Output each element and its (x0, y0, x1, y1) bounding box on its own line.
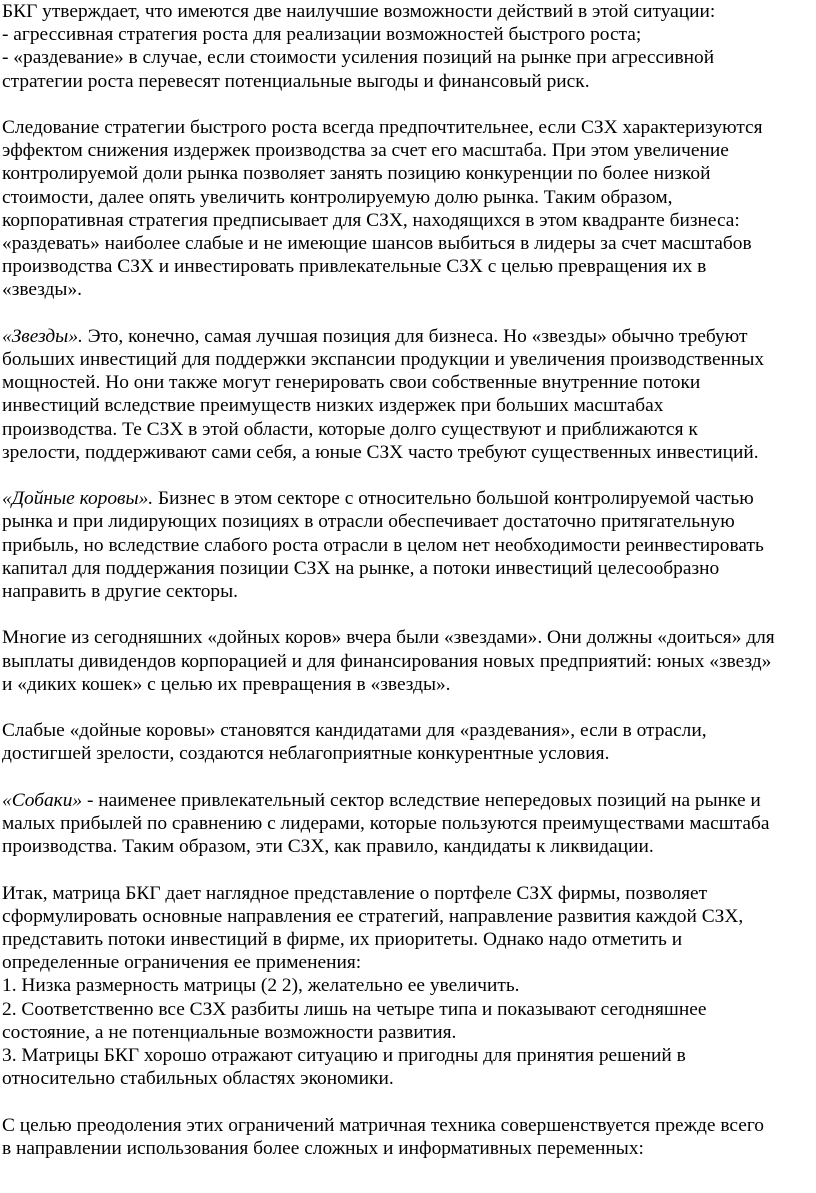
text-line (2, 487, 814, 510)
text-fragment: Бизнес в этом секторе с относительно большой контролируемой частью (153, 488, 754, 510)
text-line: «раздевать» наиболее слабые и не имеющие шансов выбиться в лидеры за счет масштабов (2, 233, 752, 255)
text-line: стоимости, далее опять увеличить контролируемую долю рынка. Таким образом, (2, 186, 673, 208)
text-line: контролируемой доли рынка позволяет занять позицию конкуренции по более низкой (2, 163, 711, 185)
paragraph-overcoming-limits (2, 1114, 814, 1160)
text-line (2, 789, 814, 812)
text-line: относительно стабильных областях экономики. (2, 1068, 394, 1090)
text-line: Следование стратегии быстрого роста всегда предпочтительнее, если СЗХ характеризуются (2, 117, 763, 138)
text-line: корпоративная стратегия предписывает для СЗХ, находящихся в этом квадранте бизнеса: (2, 209, 740, 231)
text-line: производства. Таким образом, эти СЗХ, как правило, кандидаты к ликвидации. (2, 836, 654, 858)
term-dogs: «Собаки» (2, 789, 83, 811)
list-item: 3. Матрицы БКГ хорошо отражают ситуацию и пригодны для принятия решений в (2, 1045, 686, 1067)
text-line: рынка и при лидирующих позициях в отрасли обеспечивает достаточно притягательную (2, 511, 735, 533)
text-line: прибыль, но вследствие слабого роста отрасли в целом нет необходимости реинвестировать (2, 534, 764, 556)
text-line: малых прибылей по сравнению с лидерами, которые пользуются преимуществами масштаба (2, 813, 770, 835)
text-line: сформулировать основные направления ее стратегий, направление развития каждой СЗХ, (2, 905, 744, 927)
paragraph-stars (2, 325, 814, 464)
text-line: достигшей зрелости, создаются неблагоприятные конкурентные условия. (2, 743, 610, 765)
text-line: капитал для поддержания позиции СЗХ на рынке, а потоки инвестиций целесообразно (2, 557, 720, 579)
list-item: 1. Низка размерность матрицы (2 2), желательно ее увеличить. (2, 975, 520, 997)
text-line: состояние, а не потенциальные возможности развития. (2, 1021, 457, 1043)
text-line (2, 325, 814, 348)
paragraph-matrix-summary (2, 882, 814, 1091)
text-line: - «раздевание» в случае, если стоимости усиления позиций на рынке при агрессивной (2, 47, 715, 69)
text-line: Итак, матрица БКГ дает наглядное представление о портфеле СЗХ фирмы, позволяет (2, 882, 708, 904)
paragraph-bcg-options (2, 0, 814, 93)
text-line: эффектом снижения издержек производства за счет его масштаба. При этом увеличение (2, 140, 729, 162)
text-line: выплаты дивидендов корпорацией и для финансирования новых предприятий: юных «звезд» (2, 650, 772, 672)
paragraph-dogs (2, 789, 814, 859)
text-fragment: Это, конечно, самая лучшая позиция для бизнеса. Но «звезды» обычно требуют (82, 325, 748, 347)
text-line: мощностей. Но они также могут генерировать свои собственные внутренние потоки (2, 372, 701, 394)
text-line: в направлении использования более сложных и информативных переменных: (2, 1137, 644, 1159)
paragraph-fast-growth (2, 116, 814, 302)
list-item: 2. Соответственно все СЗХ разбиты лишь на четыре типа и показывают сегодняшнее (2, 998, 707, 1020)
paragraph-weak-cows (2, 719, 814, 765)
text-line: производства СЗХ и инвестировать привлекательные СЗХ с целью превращения их в (2, 256, 707, 278)
text-line: больших инвестиций для поддержки экспансии продукции и увеличения производственных (2, 349, 765, 371)
text-fragment: - наименее привлекательный сектор вследствие непередовых позиций на рынке и (82, 789, 761, 811)
text-line: определенные ограничения ее применения: (2, 952, 362, 974)
text-line: «звезды». (2, 279, 82, 301)
text-line: Многие из сегодняшних «дойных коров» вчера были «звездами». Они должны «доиться» для (2, 627, 775, 649)
paragraph-cash-cows (2, 487, 814, 603)
text-line: стратегии роста перевесят потенциальные выгоды и финансовый риск. (2, 70, 590, 92)
text-line: представить потоки инвестиций в фирме, их приоритеты. Однако надо отметить и (2, 929, 683, 951)
text-line: и «диких кошек» с целью их превращения в «звезды». (2, 673, 451, 695)
text-line: производства. Те СЗХ в этой области, которые долго существуют и приближаются к (2, 418, 698, 440)
text-line: зрелости, поддерживают сами себя, а юные СЗХ часто требуют существенных инвестиций. (2, 441, 759, 463)
text-line: инвестиций вследствие преимуществ низких издержек при больших масштабах (2, 395, 664, 417)
text-line: - агрессивная стратегия роста для реализации возможностей быстрого роста; (2, 24, 642, 46)
text-line: С целью преодоления этих ограничений матричная техника совершенствуется прежде всего (2, 1114, 764, 1136)
document-page (2, 0, 814, 1183)
paragraph-former-stars (2, 626, 814, 696)
text-line: Слабые «дойные коровы» становятся кандидатами для «раздевания», если в отрасли, (2, 720, 707, 742)
term-stars: «Звезды». (2, 325, 83, 347)
text-line: БКГ утверждает, что имеются две наилучшие возможности действий в этой ситуации: (2, 1, 716, 22)
term-cash-cows: «Дойные коровы». (2, 488, 154, 510)
text-line: направить в другие секторы. (2, 581, 238, 603)
